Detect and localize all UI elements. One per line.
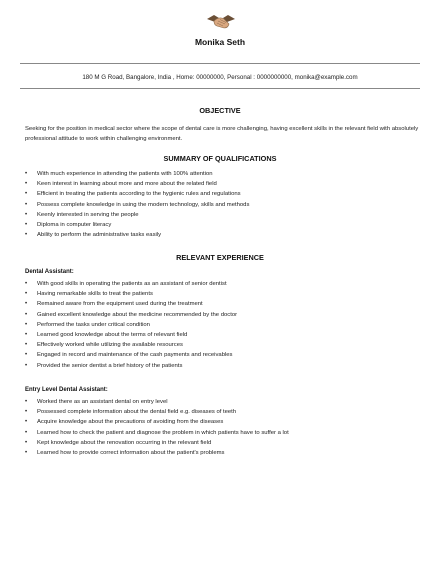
qualifications-heading: SUMMARY OF QUALIFICATIONS [163, 154, 277, 163]
bullet-glyph: • [25, 362, 28, 369]
contact-info: 180 M G Road, Bangalore, India , Home: 00000000, Personal : 0000000000, monika@example.com [82, 74, 358, 81]
job-title-dental-assistant: Dental Assistant: [25, 269, 74, 275]
bullet-glyph: • [25, 409, 28, 416]
bullet-glyph: • [25, 281, 28, 287]
bullet-glyph: • [25, 342, 28, 349]
list-item: • Diploma in computer literacy [25, 220, 425, 230]
bullet-glyph: • [25, 232, 28, 239]
list-item: • Worked there as an assistant dental on entry level [25, 397, 425, 407]
header-divider [20, 63, 420, 64]
bullet-glyph: • [25, 429, 28, 436]
bullet-glyph: • [25, 399, 28, 405]
bullet-glyph: • [25, 332, 28, 339]
list-item: • Learned good knowledge about the terms of relevant field [25, 330, 425, 340]
list-item: • Kept knowledge about the renovation occurring in the relevant field [25, 438, 425, 448]
bullet-glyph: • [25, 201, 28, 208]
experience-heading: RELEVANT EXPERIENCE [176, 253, 264, 262]
list-item: • Learned how to check the patient and diagnose the problem in which patients have to suffer a lot [25, 428, 425, 438]
list-item: • Ability to perform the administrative tasks easily [25, 230, 425, 240]
entry-level-list [25, 397, 425, 458]
bullet-glyph: • [25, 222, 28, 229]
objective-text: Seeking for the position in medical sector where the scope of dental care is more challenging, having excellent skills in the relevant field with absolutely professional attitude to work within challenging environment. [25, 126, 419, 142]
job-title-entry-level: Entry Level Dental Assistant: [25, 387, 108, 393]
list-item: • Remained aware from the equipment used during the treatment [25, 299, 425, 309]
objective-heading: OBJECTIVE [199, 106, 241, 115]
bullet-glyph: • [25, 450, 28, 457]
list-item: • Possessed complete information about the dental field e.g. diseases of teeth [25, 407, 425, 417]
handshake-icon [205, 10, 237, 34]
bullet-glyph: • [25, 321, 28, 328]
list-item: • Efficient in treating the patients according to the hygienic rules and regulations [25, 189, 425, 199]
bullet-glyph: • [25, 311, 28, 318]
list-item: • Keenly interested in serving the people [25, 210, 425, 220]
bullet-glyph: • [25, 439, 28, 446]
bullet-glyph: • [25, 352, 28, 359]
bullet-glyph: • [25, 419, 28, 426]
bullet-glyph: • [25, 291, 28, 298]
candidate-name: Monika Seth [194, 37, 246, 47]
qualifications-list [25, 169, 425, 240]
list-item: • Gained excellent knowledge about the medicine recommended by the doctor [25, 310, 425, 320]
contact-divider [20, 88, 420, 89]
list-item: • With good skills in operating the patients as an assistant of senior dentist [25, 279, 425, 289]
bullet-glyph: • [25, 211, 28, 218]
bullet-glyph: • [25, 181, 28, 188]
bullet-glyph: • [25, 171, 28, 177]
list-item: • Performed the tasks under critical condition [25, 320, 425, 330]
list-item: • Provided the senior dentist a brief history of the patients [25, 361, 425, 371]
list-item: • Possess complete knowledge in using the modern technology, skills and methods [25, 200, 425, 210]
list-item: • Keen interest in learning about more and more about the related field [25, 179, 425, 189]
list-item: • Learned how to provide correct information about the patient's problems [25, 448, 425, 458]
list-item: • Having remarkable skills to treat the patients [25, 289, 425, 299]
bullet-glyph: • [25, 191, 28, 198]
dental-assistant-list [25, 279, 425, 371]
list-item: • Effectively worked while utilizing the available resources [25, 340, 425, 350]
list-item: • Acquire knowledge about the precautions of avoiding from the diseases [25, 417, 425, 427]
bullet-glyph: • [25, 301, 28, 308]
list-item: • With much experience in attending the patients with 100% attention [25, 169, 425, 179]
list-item: • Engaged in record and maintenance of the cash payments and receivables [25, 350, 425, 360]
